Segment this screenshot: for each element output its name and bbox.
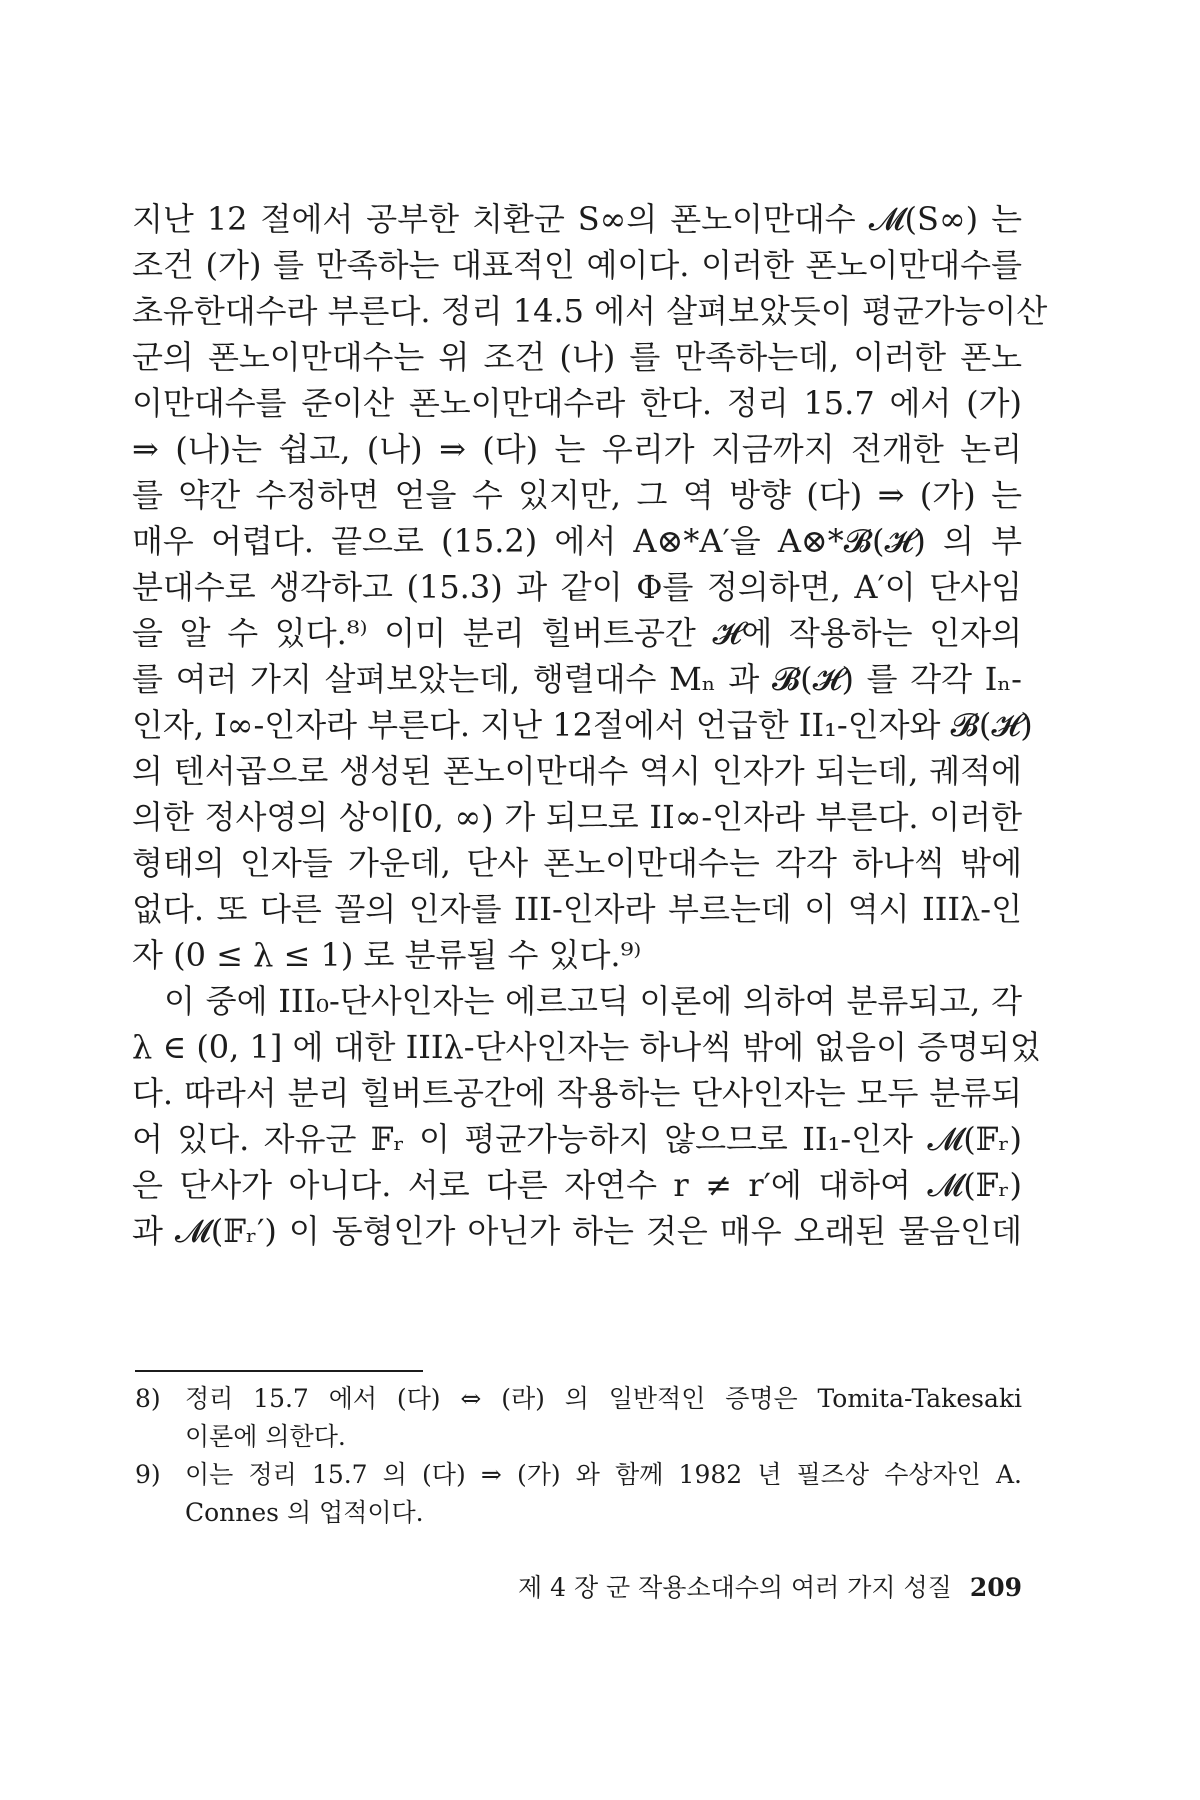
text-line: 과 𝓜(𝔽ᵣ′) 이 동형인가 아닌가 하는 것은 매우 오래된 물음인데 <box>132 1212 1022 1250</box>
text-line: 을 알 수 있다.⁸⁾ 이미 분리 힐버트공간 𝓗에 작용하는 인자의 <box>132 614 1022 652</box>
footnotes <box>135 1380 1022 1532</box>
footnote-line: 이론에 의한다. <box>185 1422 346 1451</box>
footnote-8 <box>135 1380 1022 1456</box>
text-line: 군의 폰노이만대수는 위 조건 (나) 를 만족하는데, 이러한 폰노 <box>132 338 1022 376</box>
text-line: 분대수로 생각하고 (15.3) 과 같이 Φ를 정의하면, A′이 단사임 <box>132 568 1022 606</box>
text-line: 초유한대수라 부른다. 정리 14.5 에서 살펴보았듯이 평균가능이산 <box>132 292 1048 330</box>
page-number: 209 <box>969 1573 1022 1602</box>
text-line: 를 약간 수정하면 얻을 수 있지만, 그 역 방향 (다) ⇒ (가) 는 <box>132 476 1022 514</box>
text-line: 은 단사가 아니다. 서로 다른 자연수 r ≠ r′에 대하여 𝓜(𝔽ᵣ) <box>132 1166 1022 1204</box>
page-footer <box>200 1570 1022 1606</box>
footnote-number: 9) <box>135 1460 161 1489</box>
text-line: 어 있다. 자유군 𝔽ᵣ 이 평균가능하지 않으므로 II₁-인자 𝓜(𝔽ᵣ) <box>132 1120 1022 1158</box>
paragraph-first-line: 이 중에 III₀-단사인자는 에르고딕 이론에 의하여 분류되고, 각 <box>164 982 1022 1020</box>
text-line: 조건 (가) 를 만족하는 대표적인 예이다. 이러한 폰노이만대수를 <box>132 246 1022 284</box>
text-line: 인자, I∞-인자라 부른다. 지난 12절에서 언급한 II₁-인자와 𝓑(𝓗) <box>132 706 1033 744</box>
text-line: 의한 정사영의 상이[0, ∞) 가 되므로 II∞-인자라 부른다. 이러한 <box>132 798 1022 836</box>
footnote-text <box>185 1380 1022 1456</box>
main-text <box>132 196 1048 1254</box>
text-line: 매우 어렵다. 끝으로 (15.2) 에서 A⊗*A′을 A⊗*𝓑(𝓗) 의 부 <box>132 522 1022 560</box>
text-line: 이만대수를 준이산 폰노이만대수라 한다. 정리 15.7 에서 (가) <box>132 384 1022 422</box>
text-line: 다. 따라서 분리 힐버트공간에 작용하는 단사인자는 모두 분류되 <box>132 1074 1022 1112</box>
footnote-line: Connes 의 업적이다. <box>185 1498 424 1527</box>
footnote-number: 8) <box>135 1384 161 1413</box>
text-line: 없다. 또 다른 꼴의 인자를 III-인자라 부르는데 이 역시 IIIλ-인 <box>132 890 1022 928</box>
text-line: λ ∈ (0, 1] 에 대한 IIIλ-단사인자는 하나씩 밖에 없음이 증명되었 <box>132 1028 1041 1066</box>
text-line: 자 (0 ≤ λ ≤ 1) 로 분류될 수 있다.⁹⁾ <box>132 936 642 974</box>
text-line: 의 텐서곱으로 생성된 폰노이만대수 역시 인자가 되는데, 궤적에 <box>132 752 1022 790</box>
footnote-text <box>185 1456 1022 1532</box>
text-line: 형태의 인자들 가운데, 단사 폰노이만대수는 각각 하나씩 밖에 <box>132 844 1022 882</box>
text-line: 를 여러 가지 살펴보았는데, 행렬대수 Mₙ 과 𝓑(𝓗) 를 각각 Iₙ- <box>132 660 1022 698</box>
footnote-line: 이는 정리 15.7 의 (다) ⇒ (가) 와 함께 1982 년 필즈상 수상자인 A. <box>185 1460 1022 1489</box>
text-line: 지난 12 절에서 공부한 치환군 S∞의 폰노이만대수 𝓜(S∞) 는 <box>132 200 1022 238</box>
text-line: ⇒ (나)는 쉽고, (나) ⇒ (다) 는 우리가 지금까지 전개한 논리 <box>132 430 1022 468</box>
footnote-9 <box>135 1456 1022 1532</box>
footnote-line: 정리 15.7 에서 (다) ⇔ (라) 의 일반적인 증명은 Tomita-Takesaki <box>185 1384 1022 1413</box>
footnote-rule <box>135 1370 423 1372</box>
running-head: 제 4 장 군 작용소대수의 여러 가지 성질 <box>518 1573 952 1602</box>
